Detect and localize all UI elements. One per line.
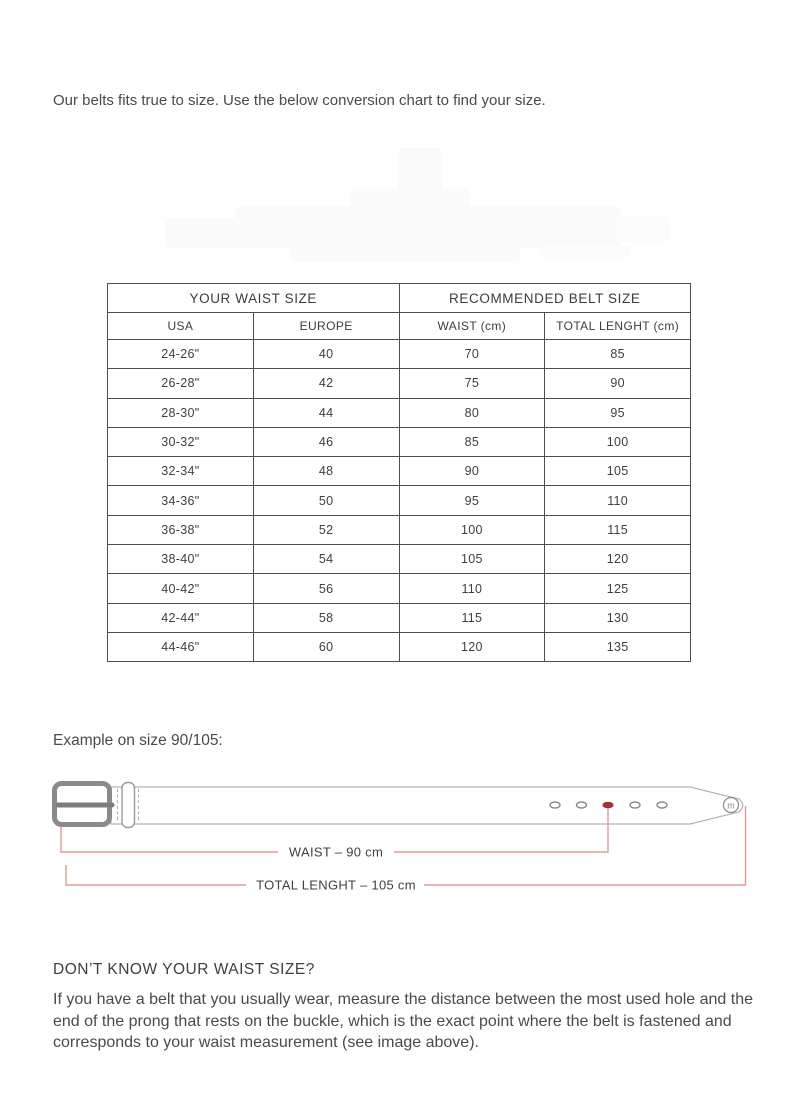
size-cell-usa: 26-28" (108, 369, 254, 398)
size-cell-waist-cm: 100 (399, 515, 545, 544)
size-cell-waist-cm: 105 (399, 545, 545, 574)
size-cell-usa: 32-34" (108, 457, 254, 486)
size-cell-waist-cm: 70 (399, 340, 545, 369)
size-table-row (108, 545, 691, 574)
footer-heading: DON’T KNOW YOUR WAIST SIZE? (53, 960, 315, 978)
size-cell-europe: 40 (253, 340, 399, 369)
size-table-row (108, 603, 691, 632)
table-group-header-row (108, 284, 691, 313)
col-header-waist-cm: WAIST (cm) (399, 313, 545, 340)
size-cell-waist-cm: 120 (399, 632, 545, 661)
size-cell-total-length-cm: 100 (545, 427, 691, 456)
size-table-row (108, 340, 691, 369)
size-table-row (108, 427, 691, 456)
size-cell-waist-cm: 95 (399, 486, 545, 515)
size-table-row (108, 632, 691, 661)
size-cell-europe: 56 (253, 574, 399, 603)
table-column-header-row (108, 313, 691, 340)
size-cell-usa: 40-42" (108, 574, 254, 603)
size-cell-usa: 24-26" (108, 340, 254, 369)
size-cell-waist-cm: 90 (399, 457, 545, 486)
size-cell-usa: 30-32" (108, 427, 254, 456)
size-cell-usa: 34-36" (108, 486, 254, 515)
size-table-row (108, 398, 691, 427)
size-cell-waist-cm: 85 (399, 427, 545, 456)
example-size-label: Example on size 90/105: (53, 731, 223, 749)
size-table-row (108, 457, 691, 486)
size-table-row (108, 369, 691, 398)
size-cell-waist-cm: 110 (399, 574, 545, 603)
size-cell-usa: 36-38" (108, 515, 254, 544)
total-length-measure-label: TOTAL LENGHT – 105 cm (256, 877, 416, 893)
size-cell-europe: 60 (253, 632, 399, 661)
size-cell-waist-cm: 80 (399, 398, 545, 427)
size-cell-europe: 52 (253, 515, 399, 544)
col-header-europe: EUROPE (253, 313, 399, 340)
size-conversion-table (107, 283, 691, 662)
size-cell-waist-cm: 75 (399, 369, 545, 398)
size-cell-usa: 44-46" (108, 632, 254, 661)
waist-measure-label: WAIST – 90 cm (288, 844, 384, 860)
col-header-usa: USA (108, 313, 254, 340)
size-table-row (108, 486, 691, 515)
size-table-row (108, 515, 691, 544)
size-cell-total-length-cm: 110 (545, 486, 691, 515)
belt-hole (657, 802, 667, 808)
size-cell-europe: 48 (253, 457, 399, 486)
belt-hole-marked (602, 802, 613, 809)
belt-keeper (122, 783, 135, 828)
size-cell-total-length-cm: 130 (545, 603, 691, 632)
svg-text:m: m (727, 800, 735, 811)
footer-body-text: If you have a belt that you usually wear, measure the distance between the most used hole and the end of the prong that rests on the buckle, which is the exact point where the belt is fastened and corresponds to your waist measurement (see image above). (53, 991, 753, 1051)
size-cell-europe: 44 (253, 398, 399, 427)
size-cell-total-length-cm: 125 (545, 574, 691, 603)
intro-text: Our belts fits true to size. Use the below conversion chart to find your size. (53, 92, 546, 109)
size-cell-waist-cm: 115 (399, 603, 545, 632)
belt-hole (550, 802, 560, 808)
size-cell-usa: 38-40" (108, 545, 254, 574)
belt-diagram (0, 760, 800, 910)
size-cell-europe: 58 (253, 603, 399, 632)
faded-product-image (140, 128, 680, 273)
belt-hole (630, 802, 640, 808)
size-cell-total-length-cm: 105 (545, 457, 691, 486)
size-cell-total-length-cm: 135 (545, 632, 691, 661)
col-header-total-length-cm: TOTAL LENGHT (cm) (545, 313, 691, 340)
belt-hole (577, 802, 587, 808)
size-cell-total-length-cm: 85 (545, 340, 691, 369)
size-cell-usa: 28-30" (108, 398, 254, 427)
size-cell-total-length-cm: 115 (545, 515, 691, 544)
group-header-recommended-belt-size: RECOMMENDED BELT SIZE (399, 284, 691, 313)
size-cell-total-length-cm: 120 (545, 545, 691, 574)
size-cell-total-length-cm: 95 (545, 398, 691, 427)
size-cell-usa: 42-44" (108, 603, 254, 632)
size-cell-europe: 42 (253, 369, 399, 398)
size-cell-total-length-cm: 90 (545, 369, 691, 398)
size-table-row (108, 574, 691, 603)
group-header-your-waist-size: YOUR WAIST SIZE (108, 284, 400, 313)
belt-strap (111, 787, 743, 824)
size-cell-europe: 46 (253, 427, 399, 456)
size-cell-europe: 50 (253, 486, 399, 515)
size-cell-europe: 54 (253, 545, 399, 574)
